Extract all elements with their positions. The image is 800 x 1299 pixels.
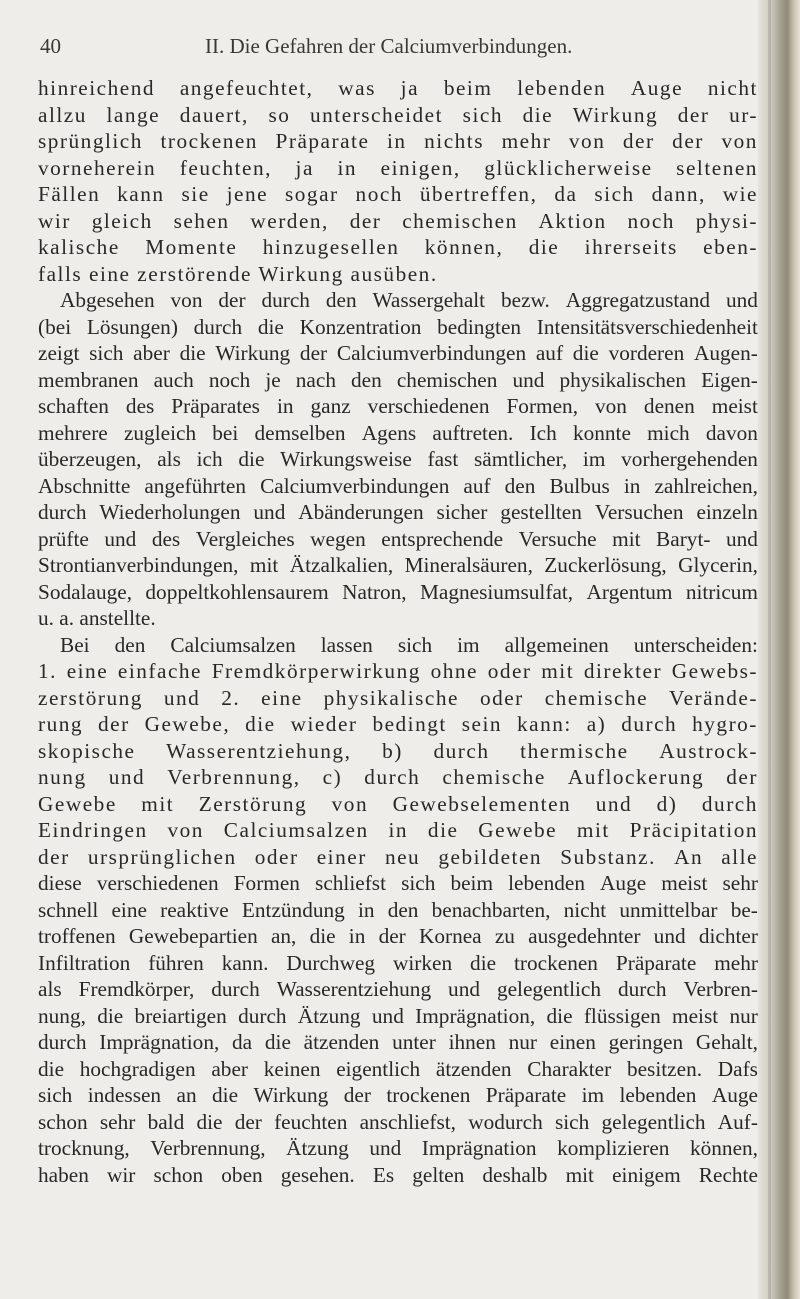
text-line-content: diese verschiedenen Formen schliefst sich beim lebenden Auge meist sehr <box>38 871 758 895</box>
running-title: II. Die Gefahren der Calciumverbindungen. <box>205 34 573 58</box>
text-line-content: wir gleich sehen werden, der chemischen Aktion noch physi- <box>38 208 758 233</box>
text-line-content: schon sehr bald die der feuchten anschliefst, wodurch sich gelegentlich Auf- <box>38 1109 758 1134</box>
text-line-content: schaften des Präparates in ganz verschiedenen Formen, von denen meist <box>38 394 758 418</box>
page-number: 40 <box>40 34 61 58</box>
text-line-content: Fällen kann sie jene sogar noch übertreffen, da sich dann, wie <box>38 182 758 206</box>
page-binding-edge <box>758 0 800 1299</box>
text-line <box>38 446 758 473</box>
body-text <box>38 75 758 1188</box>
text-line <box>38 1029 758 1056</box>
text-line <box>38 870 758 897</box>
text-line <box>38 1003 758 1030</box>
text-line-content: sich indessen an die Wirkung der trockenen Präparate im lebenden Auge <box>38 1083 758 1107</box>
text-line <box>38 605 758 632</box>
text-line <box>38 314 758 341</box>
text-line-content: durch Imprägnation, da die ätzenden unter ihnen nur einen geringen Gehalt, <box>38 1030 758 1054</box>
text-line-content: die hochgradigen aber keinen eigentlich ätzenden Charakter besitzen. Dafs <box>38 1056 758 1081</box>
text-line-content: membranen auch noch je nach den chemischen und physikalischen Eigen- <box>38 367 758 392</box>
text-line-content: zerstörung und 2. eine physikalische oder chemische Verände- <box>38 685 758 710</box>
text-line <box>38 1135 758 1162</box>
text-line <box>38 75 758 102</box>
text-line <box>38 499 758 526</box>
text-line <box>38 1109 758 1136</box>
text-line <box>38 473 758 500</box>
text-line <box>38 155 758 182</box>
text-line <box>38 923 758 950</box>
text-line <box>38 791 758 818</box>
text-line <box>38 1056 758 1083</box>
text-line-content: sprünglich trockenen Präparate in nichts mehr von der der von <box>38 129 758 153</box>
text-line <box>38 1082 758 1109</box>
text-line-content: trocknung, Verbrennung, Ätzung und Imprägnation komplizieren können, <box>38 1136 758 1160</box>
text-line <box>38 817 758 844</box>
text-line-content: prüfte und des Vergleiches wegen entsprechende Versuche mit Baryt- und <box>38 526 758 551</box>
text-line <box>38 261 758 288</box>
text-line <box>38 844 758 871</box>
page-header <box>40 34 740 64</box>
text-line <box>38 208 758 235</box>
text-line-content: 1. eine einfache Fremdkörperwirkung ohne oder mit direkter Gewebs- <box>38 659 758 683</box>
text-line <box>38 738 758 765</box>
text-line <box>38 897 758 924</box>
text-line-content: Abgesehen von der durch den Wassergehalt bezw. Aggregatzustand und <box>60 288 758 312</box>
text-line-content: Bei den Calciumsalzen lassen sich im allgemeinen unterscheiden: <box>60 632 758 657</box>
text-line <box>38 128 758 155</box>
text-line <box>38 393 758 420</box>
text-line-content: Gewebe mit Zerstörung von Gewebselementen und d) durch <box>38 791 758 816</box>
text-line-content: der ursprünglichen oder einer neu gebildeten Substanz. An alle <box>38 844 758 869</box>
text-line <box>38 552 758 579</box>
text-line <box>38 711 758 738</box>
text-line <box>38 367 758 394</box>
text-line-content: kalische Momente hinzugesellen können, die ihrerseits eben- <box>38 235 758 259</box>
text-line <box>38 950 758 977</box>
text-line-content: schnell eine reaktive Entzündung in den benachbarten, nicht unmittelbar be- <box>38 897 758 922</box>
text-line-content: als Fremdkörper, durch Wasserentziehung und gelegentlich durch Verbren- <box>38 977 758 1001</box>
text-line <box>38 764 758 791</box>
text-line <box>38 287 758 314</box>
text-line-content: Infiltration führen kann. Durchweg wirken die trockenen Präparate mehr <box>38 950 758 975</box>
text-line <box>38 579 758 606</box>
text-line-content: nung, die breiartigen durch Ätzung und Imprägnation, die flüssigen meist nur <box>38 1003 758 1028</box>
text-line-content: rung der Gewebe, die wieder bedingt sein kann: a) durch hygro- <box>38 712 758 736</box>
text-line <box>38 181 758 208</box>
text-line-content: hinreichend angefeuchtet, was ja beim lebenden Auge nicht <box>38 76 758 100</box>
text-line <box>38 420 758 447</box>
text-line-content: zeigt sich aber die Wirkung der Calciumverbindungen auf die vorderen Augen- <box>38 341 758 365</box>
text-line <box>38 340 758 367</box>
text-line <box>38 976 758 1003</box>
text-line-content: Sodalauge, doppeltkohlensaurem Natron, Magnesiumsulfat, Argentum nitricum <box>38 579 758 604</box>
text-line-content: u. a. anstellte. <box>38 606 156 630</box>
text-line-content: troffenen Gewebepartien an, die in der Kornea zu ausgedehnter und dichter <box>38 924 758 948</box>
text-line-content: skopische Wasserentziehung, b) durch thermische Austrock- <box>38 738 758 763</box>
text-line-content: Strontianverbindungen, mit Ätzalkalien, Mineralsäuren, Zuckerlösung, Glycerin, <box>38 553 758 577</box>
text-line-content: haben wir schon oben gesehen. Es gelten deshalb mit einigem Rechte <box>38 1162 758 1187</box>
text-line-content: nung und Verbrennung, c) durch chemische Auflockerung der <box>38 765 758 789</box>
text-line-content: allzu lange dauert, so unterscheidet sich die Wirkung der ur- <box>38 102 758 127</box>
text-line <box>38 102 758 129</box>
text-line-content: vorneherein feuchten, ja in einigen, glücklicherweise seltenen <box>38 155 758 180</box>
text-line <box>38 234 758 261</box>
text-line <box>38 658 758 685</box>
text-line <box>38 632 758 659</box>
text-line <box>38 526 758 553</box>
text-line-content: Eindringen von Calciumsalzen in die Gewebe mit Präcipitation <box>38 818 758 842</box>
text-line-content: mehrere zugleich bei demselben Agens auftreten. Ich konnte mich davon <box>38 420 758 445</box>
text-line-content: überzeugen, als ich die Wirkungsweise fast sämtlicher, im vorhergehenden <box>38 447 758 471</box>
text-line <box>38 1162 758 1189</box>
text-line <box>38 685 758 712</box>
text-line-content: falls eine zerstörende Wirkung ausüben. <box>38 261 438 286</box>
text-line-content: (bei Lösungen) durch die Konzentration bedingten Intensitätsverschiedenheit <box>38 314 758 339</box>
text-line-content: durch Wiederholungen und Abänderungen sicher gestellten Versuchen einzeln <box>38 500 758 524</box>
text-line-content: Abschnitte angeführten Calciumverbindungen auf den Bulbus in zahlreichen, <box>38 473 758 498</box>
